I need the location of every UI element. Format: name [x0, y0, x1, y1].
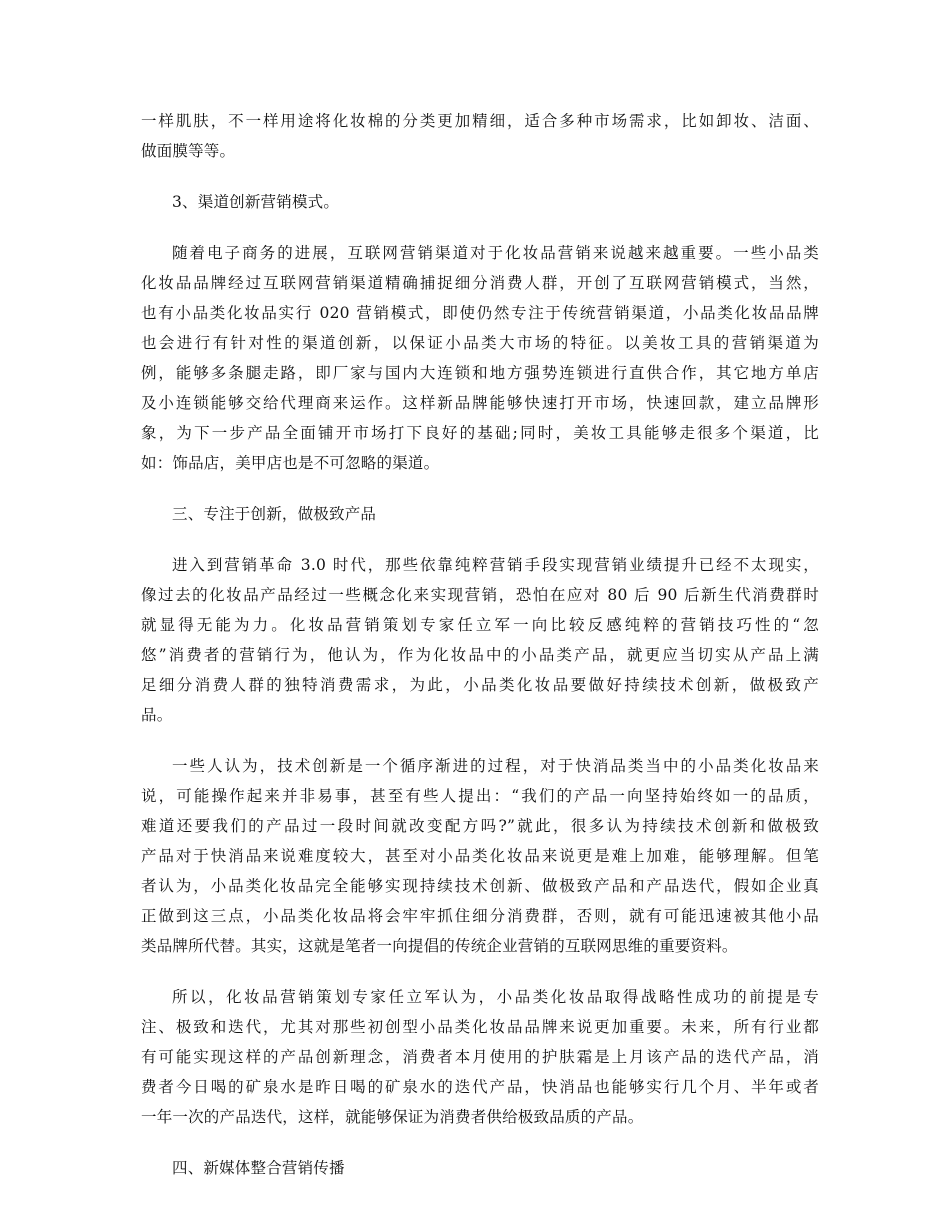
- body-paragraph: [141, 550, 819, 730]
- text-line: 如：饰品店，美甲店也是不可忽略的渠道。: [141, 454, 440, 472]
- section-heading: [141, 1153, 819, 1183]
- section-heading: [141, 187, 819, 217]
- text-line: 象，为下一步产品全面铺开市场打下良好的基础;同时，美妆工具能够走很多个渠道，比: [141, 424, 819, 442]
- text-line: 所以，化妆品营销策划专家任立军认为，小品类化妆品取得战略性成功的前提是专: [172, 988, 819, 1006]
- heading-text: 3、渠道创新营销模式。: [172, 193, 340, 211]
- body-paragraph: [141, 751, 819, 961]
- heading-text: 三、专注于创新，做极致产品: [172, 505, 377, 523]
- text-line: 悠”消费者的营销行为，他认为，作为化妆品中的小品类产品，就更应当切实从产品上满: [141, 646, 819, 664]
- document-page: [141, 106, 819, 1204]
- text-line: 注、极致和迭代，尤其对那些初创型小品类化妆品品牌来说更加重要。未来，所有行业都: [141, 1018, 819, 1036]
- text-line: 也有小品类化妆品实行 020 营销模式，即使仍然专注于传统营销渠道，小品类化妆品品牌: [141, 304, 819, 322]
- text-line: 随着电子商务的进展，互联网营销渠道对于化妆品营销来说越来越重要。一些小品类: [172, 244, 819, 262]
- text-line: 一样肌肤，不一样用途将化妆棉的分类更加精细，适合多种市场需求，比如卸妆、洁面、: [141, 112, 819, 130]
- text-line: 足细分消费人群的独特消费需求，为此，小品类化妆品要做好持续技术创新，做极致产: [141, 676, 819, 694]
- text-line: 像过去的化妆品产品经过一些概念化来实现营销，恐怕在应对 80 后 90 后新生代消费群时: [141, 586, 819, 604]
- text-line: 难道还要我们的产品过一段时间就改变配方吗?”就此，很多认为持续技术创新和做极致: [141, 817, 819, 835]
- text-line: 费者今日喝的矿泉水是昨日喝的矿泉水的迭代产品，快消品也能够实行几个月、半年或者: [141, 1078, 819, 1096]
- body-paragraph: [141, 238, 819, 478]
- text-line: 就显得无能为力。化妆品营销策划专家任立军一向比较反感纯粹的营销技巧性的“忽: [141, 616, 819, 634]
- text-line: 做面膜等等。: [141, 142, 236, 160]
- section-heading: [141, 499, 819, 529]
- text-line: 类品牌所代替。其实，这就是笔者一向提倡的传统企业营销的互联网思维的重要资料。: [141, 937, 738, 955]
- body-paragraph: [141, 106, 819, 166]
- text-line: 一年一次的产品迭代，这样，就能够保证为消费者供给极致品质的产品。: [141, 1108, 644, 1126]
- text-line: 产品对于快消品来说难度较大，甚至对小品类化妆品来说更是难上加难，能够理解。但笔: [141, 847, 819, 865]
- text-line: 及小连锁能够交给代理商来运作。这样新品牌能够快速打开市场，快速回款，建立品牌形: [141, 394, 819, 412]
- text-line: 也会进行有针对性的渠道创新，以保证小品类大市场的特征。以美妆工具的营销渠道为: [141, 334, 819, 352]
- text-line: 例，能够多条腿走路，即厂家与国内大连锁和地方强势连锁进行直供合作，其它地方单店: [141, 364, 819, 382]
- body-paragraph: [141, 982, 819, 1132]
- text-line: 说，可能操作起来并非易事，甚至有些人提出：“我们的产品一向坚持始终如一的品质，: [141, 787, 819, 805]
- text-line: 进入到营销革命 3.0 时代，那些依靠纯粹营销手段实现营销业绩提升已经不太现实，: [172, 556, 819, 574]
- text-line: 化妆品品牌经过互联网营销渠道精确捕捉细分消费人群，开创了互联网营销模式，当然，: [141, 274, 819, 292]
- text-line: 有可能实现这样的产品创新理念，消费者本月使用的护肤霜是上月该产品的迭代产品，消: [141, 1048, 819, 1066]
- text-line: 者认为，小品类化妆品完全能够实现持续技术创新、做极致产品和产品迭代，假如企业真: [141, 877, 819, 895]
- text-line: 正做到这三点，小品类化妆品将会牢牢抓住细分消费群，否则，就有可能迅速被其他小品: [141, 907, 819, 925]
- heading-text: 四、新媒体整合营销传播: [172, 1159, 345, 1177]
- text-line: 品。: [141, 706, 173, 724]
- text-line: 一些人认为，技术创新是一个循序渐进的过程，对于快消品类当中的小品类化妆品来: [172, 757, 819, 775]
